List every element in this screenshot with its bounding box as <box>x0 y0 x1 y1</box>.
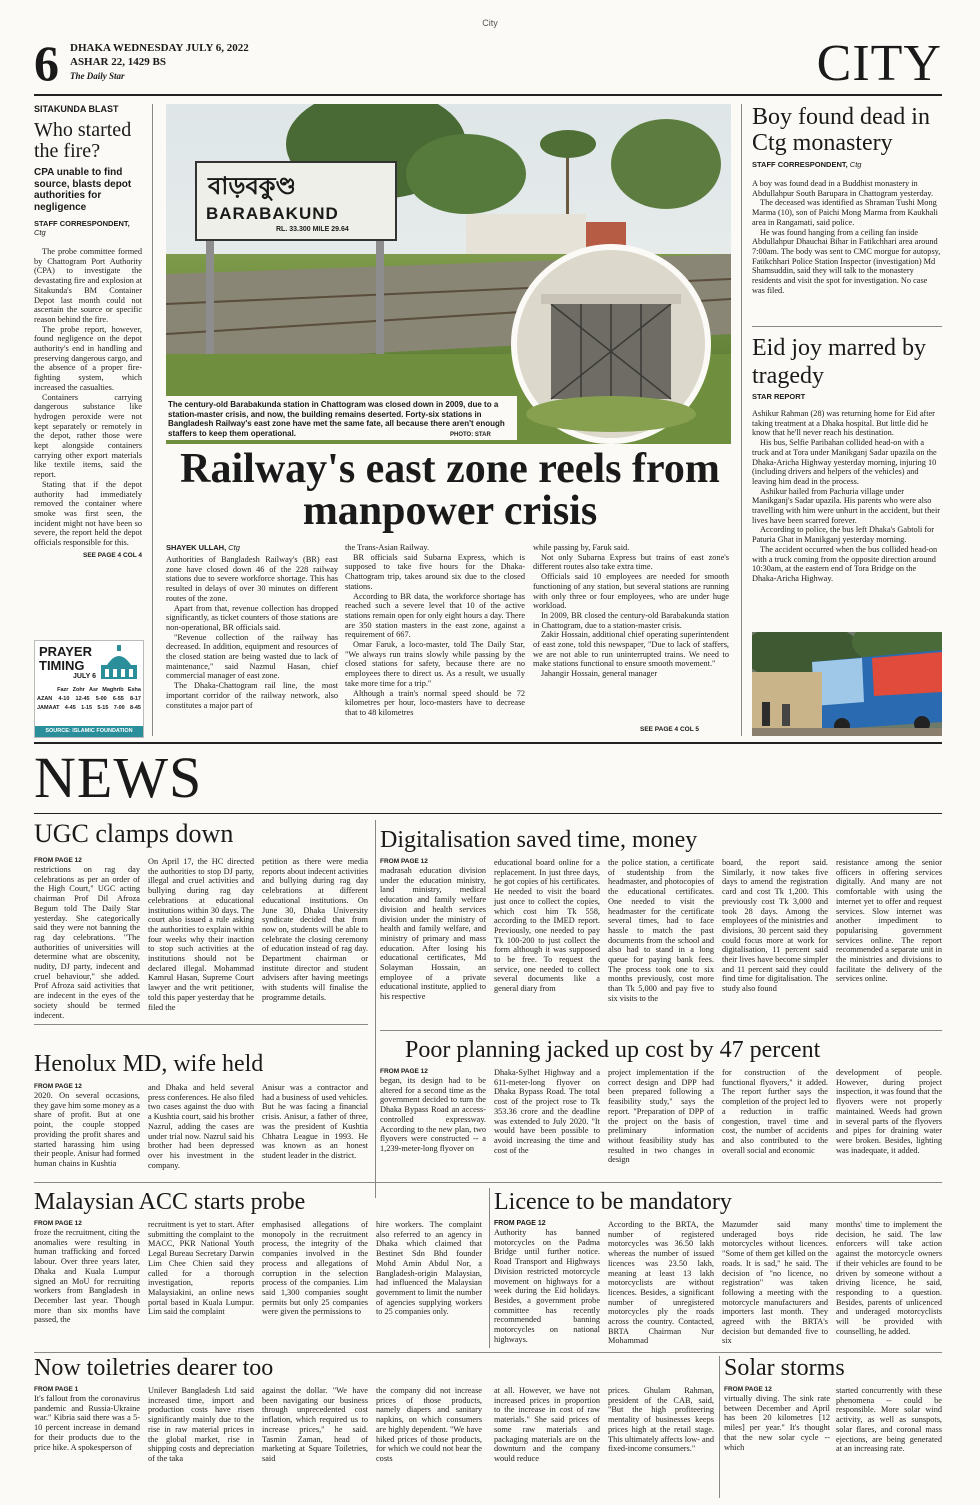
prayer-cell: AZAN <box>37 696 53 702</box>
sitakunda-body <box>34 247 142 548</box>
prayer-header: Zohr <box>72 687 85 693</box>
eid-body <box>752 409 942 584</box>
column-rule <box>741 104 742 736</box>
malaysian-from: FROM PAGE 12 <box>34 1220 82 1227</box>
digital-col: the police station, a certificate of studentship from the headmaster, and photocopies of the educational certificates. One needed to visit the headmaster for the certificate several times, had to face hassle to match the past documents from the school and also had to stand in a long queue for paying bank fees. The process took one to six months previously, cost more than Tk 5,000 and pay five to six visits to the <box>608 858 714 1003</box>
malaysian-col: recruitment is yet to start. After submitting the complaint to the MACC, PKR National Youth Legal Bureau Secretary Darwin Lim Chee Chien said they called for a thorough investigation, reports Malaysiakini, an online news portal based in Kuala Lumpur. Lim said the complaint <box>148 1220 254 1317</box>
railway-paragraph: the Trans-Asian Railway. <box>345 543 430 552</box>
station-photo-illustration <box>166 104 731 444</box>
railway-paragraph: According to BR data, the workforce shortage has reached such a severe level that 10 of the active stations remain open for only eight hours a day. There are 350 station masters in the east zone, against a requirement of 667. <box>345 591 525 640</box>
section-top-label: City <box>482 18 498 28</box>
prayer-cell: 5-15 <box>97 705 109 711</box>
sign-english-text: BARABAKUND <box>206 204 339 223</box>
digital-col: board, the report said. Similarly, it now takes five days to amend the registration card and cost Tk 1,200. This previously cost Tk 3,000 and took 28 days. Among the employees of the ministries and divisions, 30 percent said they could focus more at work for digitalisation, 11 percent said their lives have become simpler and 11 percent said they could find time for digitalisation. The study also found <box>722 858 828 994</box>
toiletries-from: FROM PAGE 1 <box>34 1386 79 1393</box>
railway-paragraph: while passing by, Faruk said. <box>533 543 630 552</box>
prayer-header <box>37 687 53 693</box>
monastery-paragraph: He was found hanging from a ceiling fan inside Abdullahpur Dhauchai Bihar in Fatikchhari area around 7:00am. The body was sent to CMC morgue for autopsy, Fatikchhari Police Station Inspector (investigation) Md Shamsuddin, said they will talk to the monastery residents and visit the spot for investigation. No case was filed. <box>752 227 941 295</box>
railway-see-page[interactable]: SEE PAGE 4 COL 5 <box>640 726 700 733</box>
railway-paragraph: Apart from that, revenue collection has dropped significantly, as ticket counters of those stations are non-operational, BR officials said. <box>166 603 338 632</box>
paper-name: The Daily Star <box>70 71 125 81</box>
prayer-title: PRAYER TIMING <box>39 644 92 673</box>
railway-paragraph: "Revenue collection of the railway has decreased. In addition, equipment and resources of the closed station are being wasted due to lack of maintenance," said Nazmul Hasan, chief commercial manager of east zone. <box>166 632 338 681</box>
prayer-cell: 4-10 <box>58 696 70 702</box>
section-title: CITY <box>816 35 942 92</box>
digital-from: FROM PAGE 12 <box>380 858 428 865</box>
eid-paragraph: Ashikur Rahman (28) was returning home for Eid after taking treatment at a Dhaka hospital. But little did he know that he'll never reach his destination. <box>752 409 935 438</box>
monastery-body <box>752 179 942 295</box>
monastery-byline-name: STAFF CORRESPONDENT, <box>752 160 848 169</box>
malaysian-col: froze the recruitment, citing the anomalies were resulting in human trafficking and forced labour. Over three years later, Dhaka and Kuala Lumpur signed an MoU for recruiting workers from Bangladesh in December last year. Though more than six months have passed, the <box>34 1228 140 1325</box>
malaysian-col: hire workers. The complaint also referred to an agency in Dhaka which claimed that Bestinet Sdn Bhd founder Mohd Amin Abdul Nor, a Bangladesh-origin Malaysian, had influenced the Malaysian government to limit the number of agencies supplying workers to 25 companies only. <box>376 1220 482 1317</box>
railway-paragraph: Although a train's normal speed should be 72 kilometres per hour, loco-masters have to decrease that to 48 kilometres <box>345 688 525 717</box>
page-number: 6 <box>34 35 59 91</box>
section-divider <box>34 1182 942 1183</box>
prayer-header: Esha <box>127 687 141 693</box>
railway-byline-name: SHAYEK ULLAH, <box>166 543 227 552</box>
sign-bangla-text: বাড়বকুণ্ড <box>208 172 296 200</box>
ugc-from: FROM PAGE 12 <box>34 857 82 864</box>
digital-headline: Digitalisation saved time, money <box>380 827 698 853</box>
railway-paragraph: Jahangir Hossain, general manager <box>541 669 658 679</box>
prayer-source: SOURCE: ISLAMIC FOUNDATION <box>35 726 143 737</box>
railway-paragraph: Zakir Hossain, additional chief operating superintendent of east zone, told this newspaper, "Due to lack of staffers, we are not able to run uninterrupted trains. We need to make stations functional to ensure smooth movement." <box>533 630 729 669</box>
malaysian-col: emphasised allegations of monopoly in the recruitment process, the integrity of the companies involved in the process and allegations of corruption in the selection process of the companies. Lim said 1,300 companies sought permits but only 25 companies were given the permissions to <box>262 1220 368 1317</box>
prayer-cell: 8-17 <box>129 696 141 702</box>
ugc-col-2: On April 17, the HC directed the authorities to stop DJ party, illegal and cruel activities and bullying during rag day celebrations at educational institutions within 30 days. The court also issued a rule asking the authorities to explain within four weeks why their inaction to stop such activities at the institutions should not be declared illegal. Mohammad Kamrul Hasan, Supreme Court lawyer and the writ petitioner, told this paper yesterday that he filed the <box>148 857 254 1012</box>
sitakunda-headline: Who started the fire? <box>34 119 132 162</box>
solar-headline: Solar storms <box>724 1355 845 1381</box>
toiletries-col: the company did not increase prices of those products, namely diapers and sanitary napkins, on which consumers are highly dependent. "We have hiked prices of those products, for which we could not bear the costs <box>376 1386 482 1463</box>
bus-accident-illustration <box>752 632 942 736</box>
prayer-row <box>37 705 141 711</box>
monastery-byline-loc: Ctg <box>849 160 862 169</box>
ugc-col-1: restrictions on rag day celebrations as per an order of the High Court," UGC acting chairman Prof Dil Afroza Begum told The Daily Star yesterday. She categorically said they were not banning the rag day celebrations. "The authorities of universities will determine what are obscenity, nudity, DJ party, indecent and cruel behaviour," she added. Prof Afroza said activities that are indecent in the eyes of the society should be termed indecent. <box>34 865 140 1020</box>
henolux-col: 2020. On several occasions, they gave him some money as a share of profit. But at one point, the couple stopped providing the profit shares and started harassing him using their people. Anisur had formed human chains in Kushtia <box>34 1091 140 1168</box>
date-line: DHAKA WEDNESDAY JULY 6, 2022 <box>70 42 249 54</box>
column-rule <box>489 1188 490 1348</box>
solar-col: started concurrently with these phenomena -- could be responsible. More solar wind activity, as well as sunspots, solar flares, and coronal mass ejections, are being generated at an increasing rate. <box>836 1386 942 1454</box>
toiletries-col: It's fallout from the coronavirus pandemic and Russia-Ukraine war." Kibria said there was a 5-10 percent increase in demand for their products due to the price hike. A spokesperson of <box>34 1394 140 1452</box>
prayer-cell: 4-45 <box>64 705 76 711</box>
railway-col-1 <box>166 555 338 710</box>
prayer-cell: 12-45 <box>75 696 90 702</box>
railway-col-2 <box>345 543 525 718</box>
prayer-header: Fazr <box>57 687 69 693</box>
solar-col: virtually diving. The sink rate between December and April has been 20 kilometres [12 miles] per year." It's thought that the new solar cycle -- which <box>724 1394 830 1452</box>
ugc-headline: UGC clamps down <box>34 819 234 848</box>
date-line-bs: ASHAR 22, 1429 BS <box>70 56 166 68</box>
eid-paragraph: Ashikur hailed from Pachuria village under Manikganj's Sadar upazila. His parents who were also travelling with him were unhurt in the accident, but their lives have been scarred forever. <box>752 486 941 525</box>
licence-col: months' time to implement the decision, he said. The law enforcers will take action against the motorcycle owners if their vehicles are found to be driven by someone without a driving licence, he said, responding to a question. Besides, parents of unlicenced and underaged motorcyclists will be provided with counselling, he added. <box>836 1220 942 1336</box>
eid-paragraph: The accident occurred when the bus collided head-on with a truck coming from the opposite direction around 10:30am, at the eastern end of Tora Bridge on the Dhaka-Aricha Highway. <box>752 544 938 583</box>
eid-story <box>752 334 942 584</box>
sitakunda-deck: CPA unable to find source, blasts depot authorities for negligence <box>34 167 132 213</box>
section-divider <box>34 1024 368 1025</box>
news-rule-bottom <box>34 813 942 814</box>
prayer-row <box>37 696 141 702</box>
eid-paragraph: According to police, the bus left Dhaka's Gabtoli for Paturia Ghat in Manikganj yesterday morning. <box>752 525 935 545</box>
section-divider <box>752 326 942 327</box>
prayer-cell: 7-00 <box>113 705 125 711</box>
railway-paragraph: Omar Faruk, a loco-master, told The Daily Star, "We always run trains slowly while passing by the closed stations for safety, because there are no employees there to direct us. As a result, we usually take more time for a trip." <box>345 640 525 688</box>
prayer-cell: JAMAAT <box>37 705 60 711</box>
section-divider <box>34 1352 942 1353</box>
henolux-headline: Henolux MD, wife held <box>34 1051 264 1077</box>
bus-accident-photo <box>752 632 942 736</box>
sitakunda-paragraph: The probe report, however, found negligence on the depot authority's end in handling and preserving dangerous cargo, and the absence of a proper fire-fighting system, which increased the casualties. <box>34 324 142 392</box>
henolux-col: Anisur was a contractor and had a business of used vehicles. But he was facing a financial crisis. Anisur, a father of three, was the president of Kushtia Chhatra League in 1993. He was known as an honest student leader in the district. <box>262 1083 368 1160</box>
digital-col: educational board online for a replacement. In just three days, he got copies of his certificates. He needed to visit the board just once to collect the copies, which cost him Tk 558, according to the IMED report. Previously, one needed to pay Tk 100-200 to just collect the form although it was supposed to be free. To request the service, one needed to collect several documents like a general diary from <box>494 858 600 994</box>
poor-planning-col: development of people. However, during project inspection, it was found that the flyovers were not properly maintained. Weeds had grown in several parts of the flyovers and pipes for draining water were broken. Besides, lighting was inadequate, it added. <box>836 1068 942 1155</box>
eid-paragraph: His bus, Selfie Paribahan collided head-on with a truck and at Tora under Manikganj Sadar upazila on the Dhaka-Aricha Highway yesterday morning, injuring 10 (including drivers and helpers of the vehicles) and leaving him dead in the process. <box>752 438 937 486</box>
licence-col: According to the BRTA, the number of registered motorcycles was 36.50 lakh whereas the number of issued licences was 23.50 lakh, meaning at least 13 lakh motorcyclists are without licences. Besides, a significant number of unregistered motorcycles ply the roads across the country. Contacted, BRTA Chairman Nur Mohammad <box>608 1220 714 1346</box>
sitakunda-story <box>34 104 142 559</box>
prayer-cell: 1-15 <box>81 705 93 711</box>
toiletries-col: at all. However, we have not increased prices in proportion to the increase in cost of raw materials." She said prices of some raw materials and packaging materials are on the downturn and the company would reduce <box>494 1386 600 1463</box>
poor-planning-col: began, its design had to be altered for a second time as the government decided to turn the Dhaka Bypass Road an access-controlled expressway. According to the new plan, two flyovers were constructed -- a 1,239-meter-long flyover on <box>380 1076 486 1153</box>
news-rule-top <box>34 742 942 744</box>
prayer-timing-box <box>34 640 144 738</box>
railway-paragraph: BR officials said Subarna Express, which is supposed to take five hours for the Dhaka-Chattogram trip, takes around six due to the closed stations. <box>345 552 525 591</box>
railway-col-3 <box>533 543 729 679</box>
sign-rl-text: RL. 33.300 MILE 29.64 <box>276 226 349 233</box>
prayer-header: Maghrib <box>102 687 124 693</box>
sitakunda-byline-loc: Ctg <box>34 228 46 237</box>
railway-headline: Railway's east zone reels from manpower crisis <box>180 446 720 534</box>
monastery-story <box>752 104 942 295</box>
poor-planning-from: FROM PAGE 12 <box>380 1068 428 1075</box>
column-rule <box>375 820 376 1198</box>
licence-from: FROM PAGE 12 <box>494 1220 546 1227</box>
toiletries-col: against the dollar. "We have been navigating our business through unprecedented cost inflation, which required us to increase prices," he said. Tasmin Zaman, head of marketing at Square Toiletries, said <box>262 1386 368 1463</box>
prayer-header: Asr <box>88 687 99 693</box>
barabakund-station-photo <box>166 104 731 444</box>
sitakunda-paragraph: Stating that if the depot authority had immediately removed the container where smoke was first seen, the incident might not have been so severe, the report held the depot officials responsible for this. <box>34 479 142 548</box>
eid-byline: STAR REPORT <box>752 392 806 401</box>
column-rule <box>719 1356 720 1498</box>
henolux-from: FROM PAGE 12 <box>34 1083 82 1090</box>
licence-headline: Licence to be mandatory <box>494 1189 732 1215</box>
photo-credit: PHOTO: STAR <box>450 432 491 438</box>
monastery-headline: Boy found dead in Ctg monastery <box>752 104 930 156</box>
eid-headline: Eid joy marred by tragedy <box>752 335 926 389</box>
railway-byline <box>166 543 240 552</box>
prayer-cell: 5-00 <box>95 696 107 702</box>
licence-col: Mazumder said many underaged boys ride motorcycles without licences. "Some of them get killed on the roads. It is sad," he said. The decision of "no licence, no registration" was taken following a meeting with the motorcycle manufacturers and importers last month. They agreed with the BRTA's decision but demanded five to six <box>722 1220 828 1346</box>
monastery-byline <box>752 160 942 169</box>
photo-caption: The century-old Barabakunda station in Chattogram was closed down in 2009, due to a station-master crisis, and now, the building remains deserted. Forty-six stations in Bangladesh Railway's east zone have met the same fate, all because there aren't enough staffers to keep them operational. <box>166 396 517 440</box>
prayer-date: JULY 6 <box>73 673 96 680</box>
prayer-cell: 6-55 <box>112 696 124 702</box>
sitakunda-paragraph: Containers carrying dangerous substance like hydrogen peroxide were not kept separately or remotely in the depot, rather those were kept alongside containers carrying other export materials like textile items, said the report. <box>34 392 142 480</box>
sitakunda-byline-name: STAFF CORRESPONDENT, <box>34 219 130 228</box>
licence-col: Authority has banned motorcycles on the Padma Bridge until further notice. Road Transport and Highways Division restricted motorcycle movement on highways for a week during the Eid holidays. Besides, a government probe committee has recently recommended banning motorcycles on national highways. <box>494 1228 600 1344</box>
railway-paragraph: Not only Subarna Express but trains of east zone's different routes also take extra time. <box>533 552 729 572</box>
railway-byline-loc: Ctg <box>228 543 240 552</box>
sitakunda-byline <box>34 219 142 237</box>
sitakunda-paragraph: The probe committee formed by Chattogram Port Authority (CPA) to investigate the devastating fire and explosion at Sitakunda's BM Container Depot last month could not ascertain the source or specific reason behind the fire. <box>34 247 142 324</box>
railway-paragraph: Authorities of Bangladesh Railway's (BR) east zone have closed down 46 of the 228 railway stations due to severe workforce shortage. This has resulted in delays of over 30 minutes on different routes of the zone. <box>166 555 338 603</box>
malaysian-headline: Malaysian ACC starts probe <box>34 1189 306 1215</box>
column-rule <box>152 104 153 736</box>
railway-paragraph: Officials said 10 employees are needed for smooth functioning of any station, but several stations are running with only three or four employees, who are under huge workload. <box>533 572 729 611</box>
solar-from: FROM PAGE 12 <box>724 1386 772 1393</box>
poor-planning-headline: Poor planning jacked up cost by 47 percent <box>405 1037 821 1063</box>
ugc-col-3: petition as there were media reports about indecent activities and bullying during rag day celebrations at different educational institutions. On June 30, Dhaka University syndicate decided that from now on, students will be able to celebrate the closing ceremony of education instead of rag day. Department chairman or institute director and student advisers after having meetings with students will finalise the programme details. <box>262 857 368 1002</box>
poor-planning-col: project implementation if the correct design and DPP had been prepared following a feasibility study," says the report. "Preparation of DPP of the project on the basis of preliminary information without feasibility study has resulted in two changes in design <box>608 1068 714 1165</box>
poor-planning-col: for construction of the functional flyovers," it added. The report further says the completion of the project led to a reduction in traffic congestion, travel time and cost, the number of accidents and also contributed to the overall social and economic <box>722 1068 828 1155</box>
digital-col: madrasah education division under the education ministry, land ministry, medical education and family welfare division and health services division under the ministry of health and family welfare, and ministry of primary and mass education. After losing his educational certificates, Md Solayman Hossain, an employee of a private educational institute, applied to his respective <box>380 866 486 1002</box>
monastery-paragraph: A boy was found dead in a Buddhist monastery in Abdullahpur South Barupara in Chattogram yesterday. <box>752 179 934 198</box>
sitakunda-kicker: SITAKUNDA BLAST <box>34 104 119 114</box>
prayer-cell: 8-45 <box>129 705 141 711</box>
toiletries-col: prices. Ghulam Rahman, president of the CAB, said, "But the high profiteering mentality of businesses keeps prices high at the retail stage. This ultimately affects low- and fixed-income consumers." <box>608 1386 714 1454</box>
digital-col: resistance among the senior officers in offering services digitally. And many are not comfortable with using the internet yet to offer and request services. Slow internet was another impediment to popularising government services online. The report recommended a separate unit in the ministries and divisions to facilitate the delivery of the services online. <box>836 858 942 984</box>
news-banner: NEWS <box>34 745 203 810</box>
toiletries-col: Unilever Bangladesh Ltd said increased time, import and production costs have risen significantly mainly due to the rise in raw material prices in the global market, rise in shipping costs and depreciation of the taka <box>148 1386 254 1463</box>
masthead-rule <box>34 94 942 96</box>
prayer-table <box>37 687 141 711</box>
henolux-col: and Dhaka and held several press conferences. He also filed two cases against the duo with a Kushtia court, said his brother Nazrul, adding the cases are under trial now. Nazrul said his brother had been depressed over his investment in the company. <box>148 1083 254 1170</box>
mosque-icon <box>99 645 139 681</box>
toiletries-headline: Now toiletries dearer too <box>34 1355 274 1381</box>
sitakunda-see-page[interactable]: SEE PAGE 4 COL 4 <box>82 551 142 559</box>
section-divider <box>380 1030 942 1031</box>
railway-paragraph: The Dhaka-Chattogram rail line, the most important corridor of the railway network, also constitutes a major part of <box>166 681 338 710</box>
poor-planning-col: Dhaka-Sylhet Highway and a 611-meter-long flyover on Dhaka Bypass Road. The total cost of the project rose to Tk 353.36 crore and the deadline was extended to July 2020. "It would have been possible to avoid increasing the time and cost of the <box>494 1068 600 1155</box>
railway-paragraph: In 2009, BR closed the century-old Barabakunda station in Chattogram, due to a station-master crisis. <box>533 610 729 630</box>
prayer-header-row <box>37 687 141 693</box>
monastery-paragraph: The deceased was identified as Shraman Tushi Mong Marma (10), son of Paichi Mong Marma from Kaukhali area in Rangamati, said police. <box>752 198 938 227</box>
